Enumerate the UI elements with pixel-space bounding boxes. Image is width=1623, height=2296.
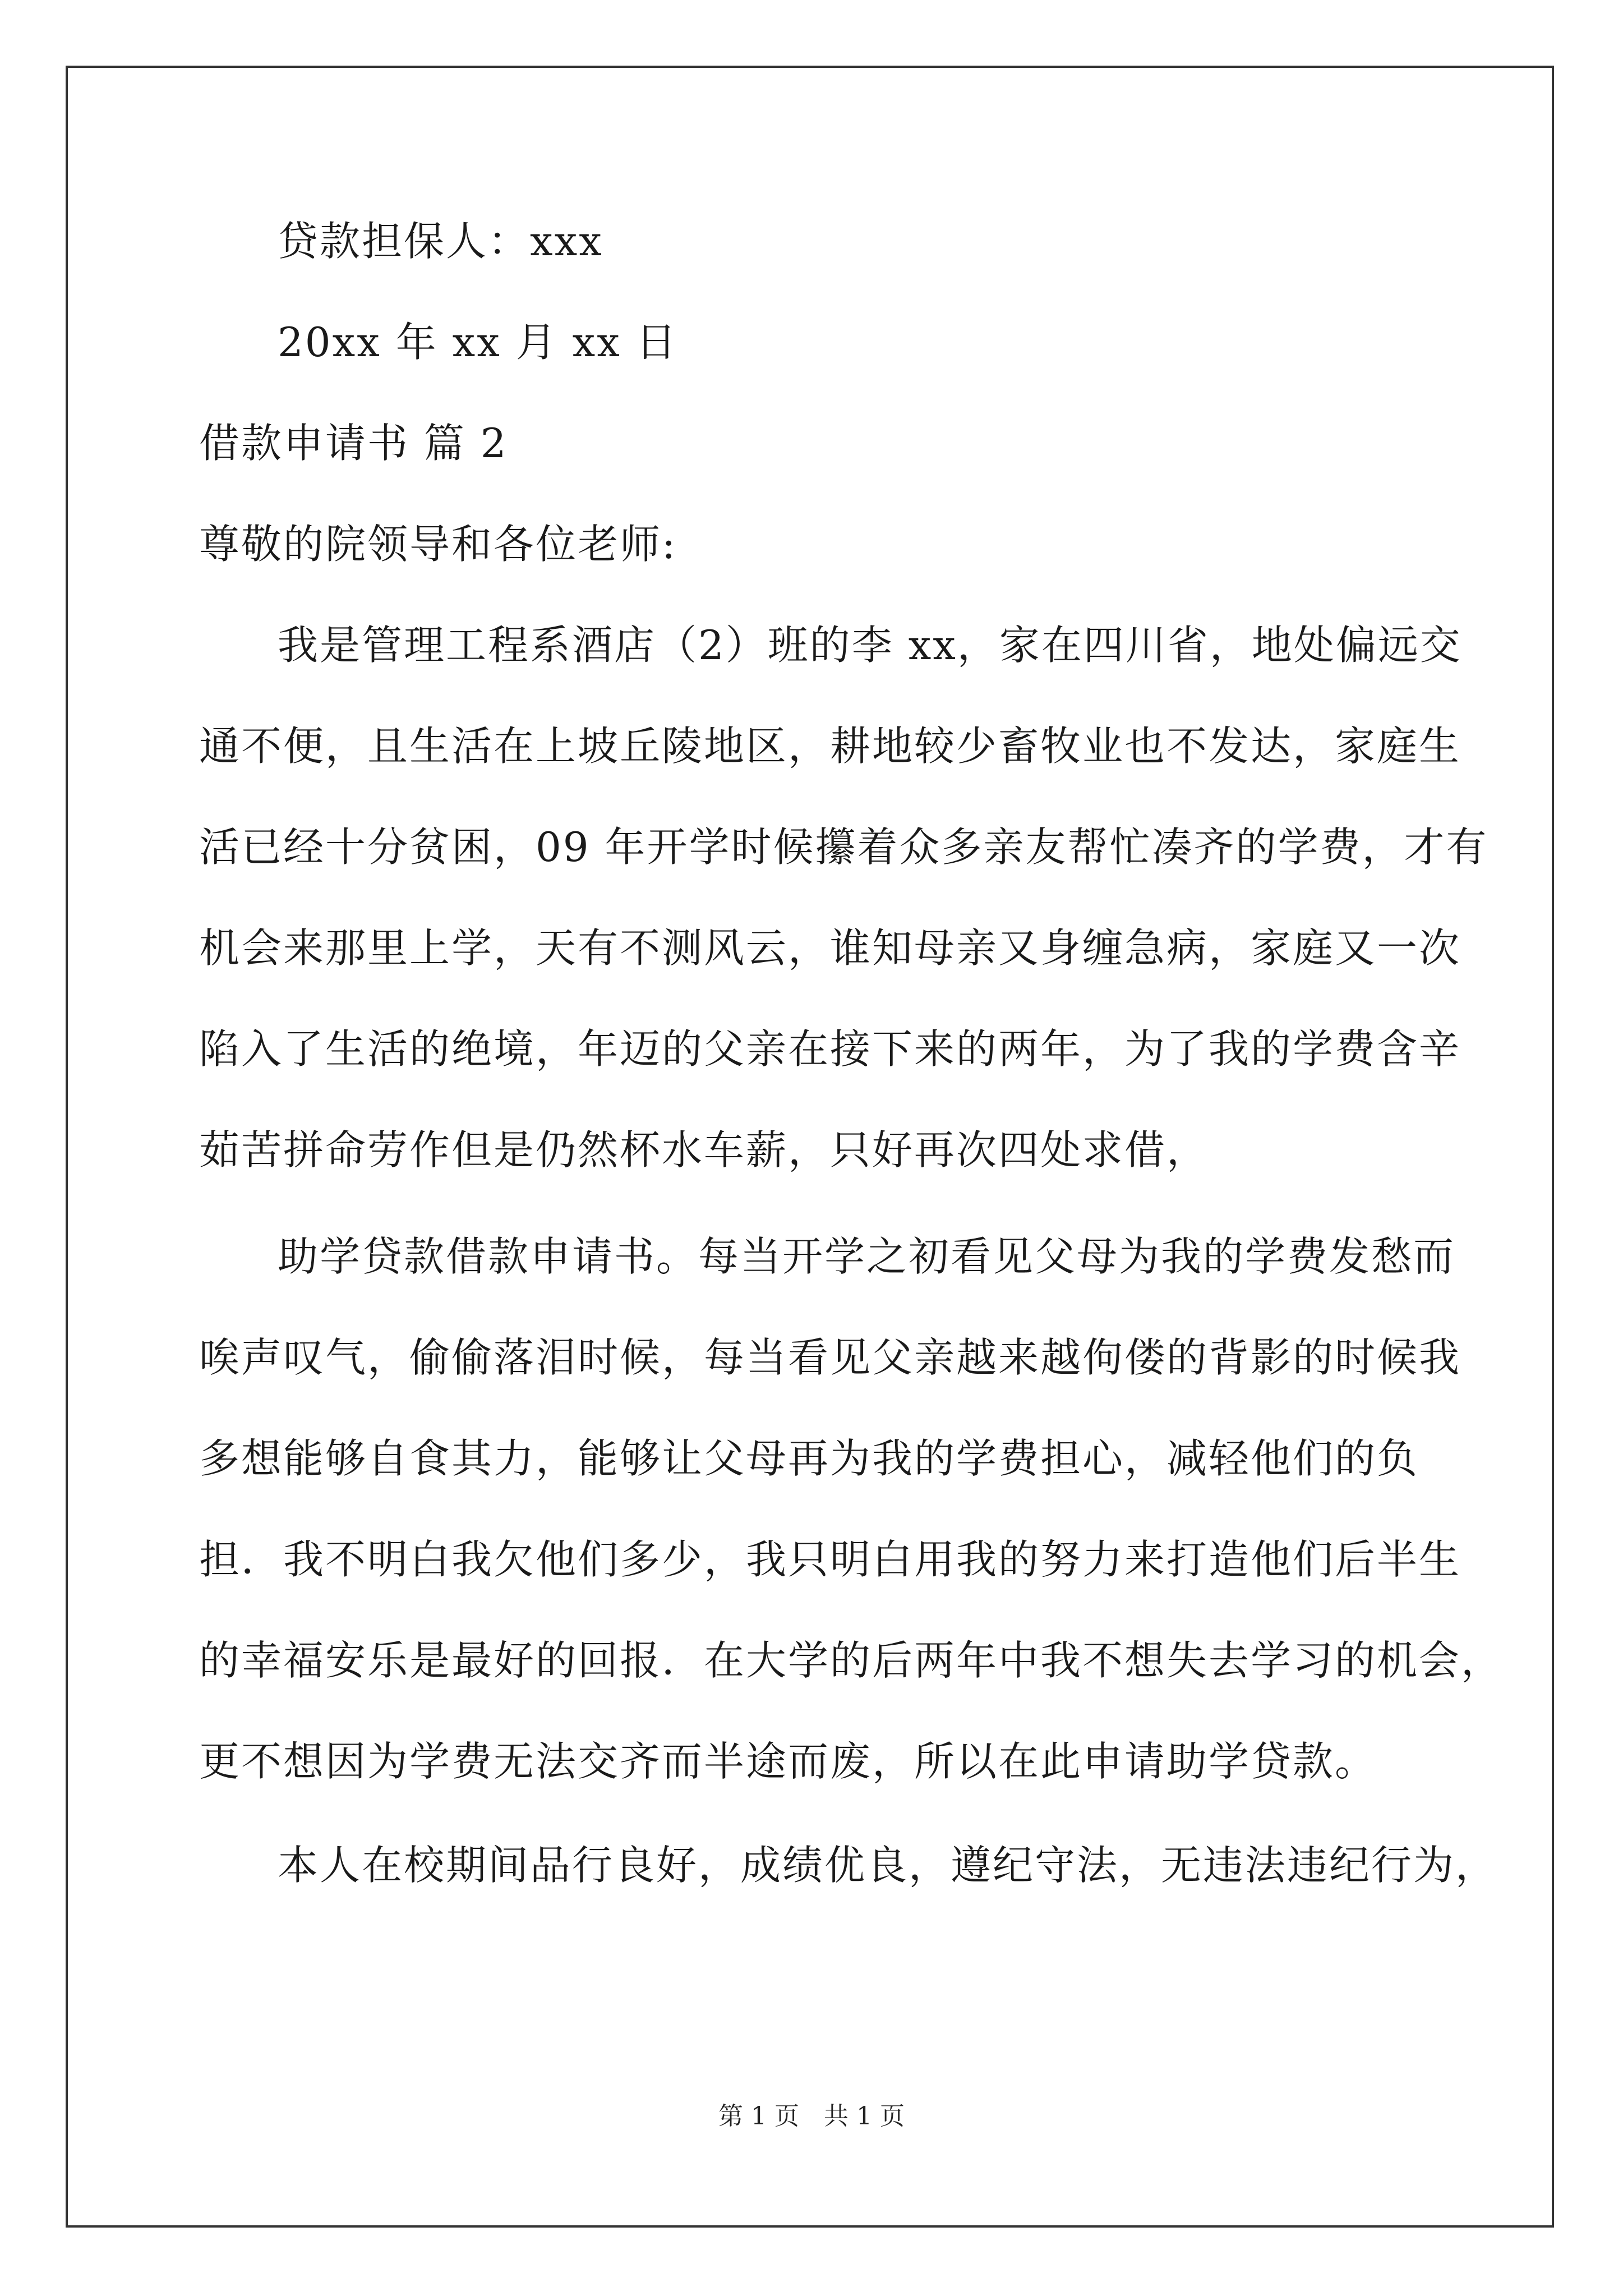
paragraph-line: 机会来那里上学，天有不测风云，谁知母亲又身缠急病，家庭又一次 — [199, 924, 1461, 972]
paragraph-line: 茹苦拼命劳作但是仍然杯水车薪，只好再次四处求借， — [199, 1126, 1209, 1174]
salutation: 尊敬的院领导和各位老师: — [199, 521, 677, 568]
guarantor-line: 贷款担保人：xxx — [278, 218, 603, 265]
paragraph-line: 唉声叹气，偷偷落泪时候，每当看见父亲越来越佝偻的背影的时候我 — [199, 1334, 1461, 1381]
paragraph-line: 我是管理工程系酒店（2）班的李 xx，家在四川省，地处偏远交 — [278, 622, 1462, 669]
section-heading: 借款申请书 篇 2 — [199, 420, 508, 467]
paragraph-line: 通不便，且生活在上坡丘陵地区，耕地较少畜牧业也不发达，家庭生 — [199, 723, 1461, 770]
paragraph-line: 活已经十分贫困，09 年开学时候攥着众多亲友帮忙凑齐的学费，才有 — [199, 823, 1488, 871]
paragraph-line: 担．我不明白我欠他们多少，我只明白用我的努力来打造他们后半生 — [199, 1536, 1461, 1583]
paragraph-line: 本人在校期间品行良好，成绩优良，遵纪守法，无违法违纪行为， — [278, 1842, 1498, 1889]
paragraph-line: 助学贷款借款申请书。每当开学之初看见父母为我的学费发愁而 — [278, 1233, 1456, 1280]
paragraph-line: 更不想因为学费无法交齐而半途而废，所以在此申请助学贷款。 — [199, 1738, 1377, 1785]
paragraph-line: 的幸福安乐是最好的回报．在大学的后两年中我不想失去学习的机会， — [199, 1637, 1504, 1684]
date-line: 20xx 年 xx 月 xx 日 — [278, 319, 678, 366]
paragraph-line: 多想能够自食其力，能够让父母再为我的学费担心，减轻他们的负 — [199, 1435, 1419, 1482]
page-footer: 第 1 页 共 1 页 — [718, 2102, 905, 2131]
paragraph-line: 陷入了生活的绝境，年迈的父亲在接下来的两年，为了我的学费含辛 — [199, 1025, 1461, 1073]
